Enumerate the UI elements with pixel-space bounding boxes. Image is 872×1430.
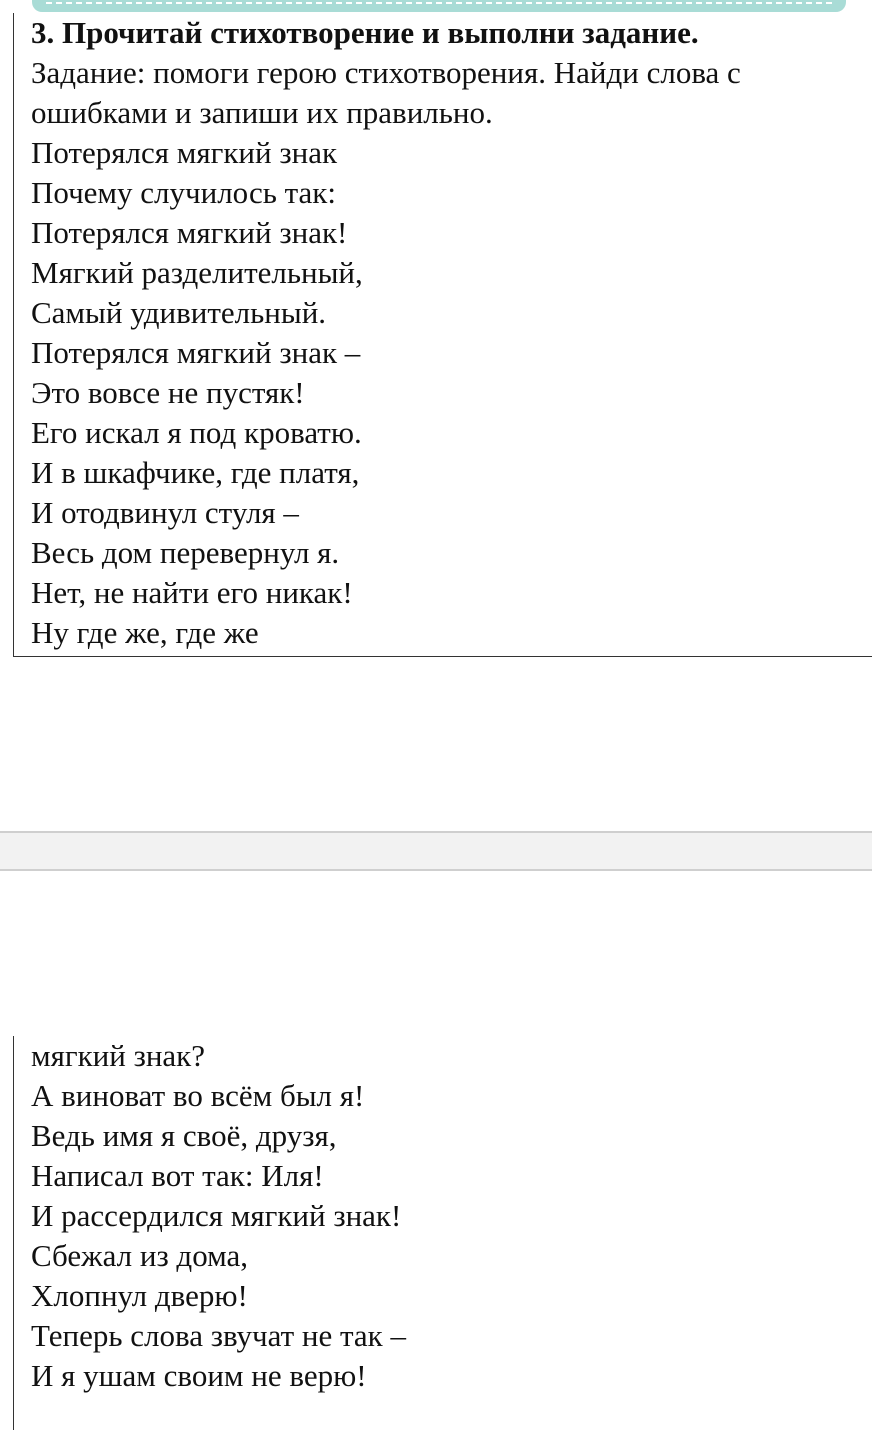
poem-line: И рассердился мягкий знак! bbox=[31, 1198, 402, 1233]
poem-line: Весь дом перевернул я. bbox=[31, 535, 340, 570]
poem-line: Его искал я под кроватю. bbox=[31, 415, 362, 450]
poem-line: Сбежал из дома, bbox=[31, 1238, 249, 1273]
poem-line: И отодвинул стуля – bbox=[31, 495, 299, 530]
task-line: Задание: помоги герою стихотворения. Найди слова с bbox=[31, 55, 741, 90]
poem-line: Написал вот так: Иля! bbox=[31, 1158, 324, 1193]
poem-line: Самый удивительный. bbox=[31, 295, 327, 330]
poem-part-1 bbox=[31, 133, 863, 653]
poem-line: Нет, не найти его никак! bbox=[31, 575, 353, 610]
poem-line: мягкий знак? bbox=[31, 1038, 205, 1073]
poem-line: Потерялся мягкий знак! bbox=[31, 215, 348, 250]
poem-line: Мягкий разделительный, bbox=[31, 255, 363, 290]
poem-line: Потерялся мягкий знак bbox=[31, 135, 338, 170]
poem-line: А виноват во всём был я! bbox=[31, 1078, 365, 1113]
poem-part-2 bbox=[31, 1036, 863, 1396]
poem-line: Это вовсе не пустяк! bbox=[31, 375, 305, 410]
poem-line: Хлопнул дверю! bbox=[31, 1278, 248, 1313]
task-line: ошибками и запиши их правильно. bbox=[31, 95, 493, 130]
poem-line: Потерялся мягкий знак – bbox=[31, 335, 361, 370]
poem-line: Теперь слова звучат не так – bbox=[31, 1318, 406, 1353]
page-fragment-bottom bbox=[13, 1036, 872, 1430]
poem-line: Ну где же, где же bbox=[31, 615, 259, 650]
poem-line: И в шкафчике, где платя, bbox=[31, 455, 360, 490]
poem-line: Почему случилось так: bbox=[31, 175, 336, 210]
page-break-divider bbox=[0, 831, 872, 871]
page-fragment-top bbox=[13, 13, 872, 657]
exercise-text bbox=[31, 13, 863, 653]
exercise-heading: 3. Прочитай стихотворение и выполни задание. bbox=[31, 15, 699, 50]
poem-line: Ведь имя я своё, друзя, bbox=[31, 1118, 337, 1153]
top-decorative-banner bbox=[32, 0, 846, 12]
poem-line: И я ушам своим не верю! bbox=[31, 1358, 367, 1393]
